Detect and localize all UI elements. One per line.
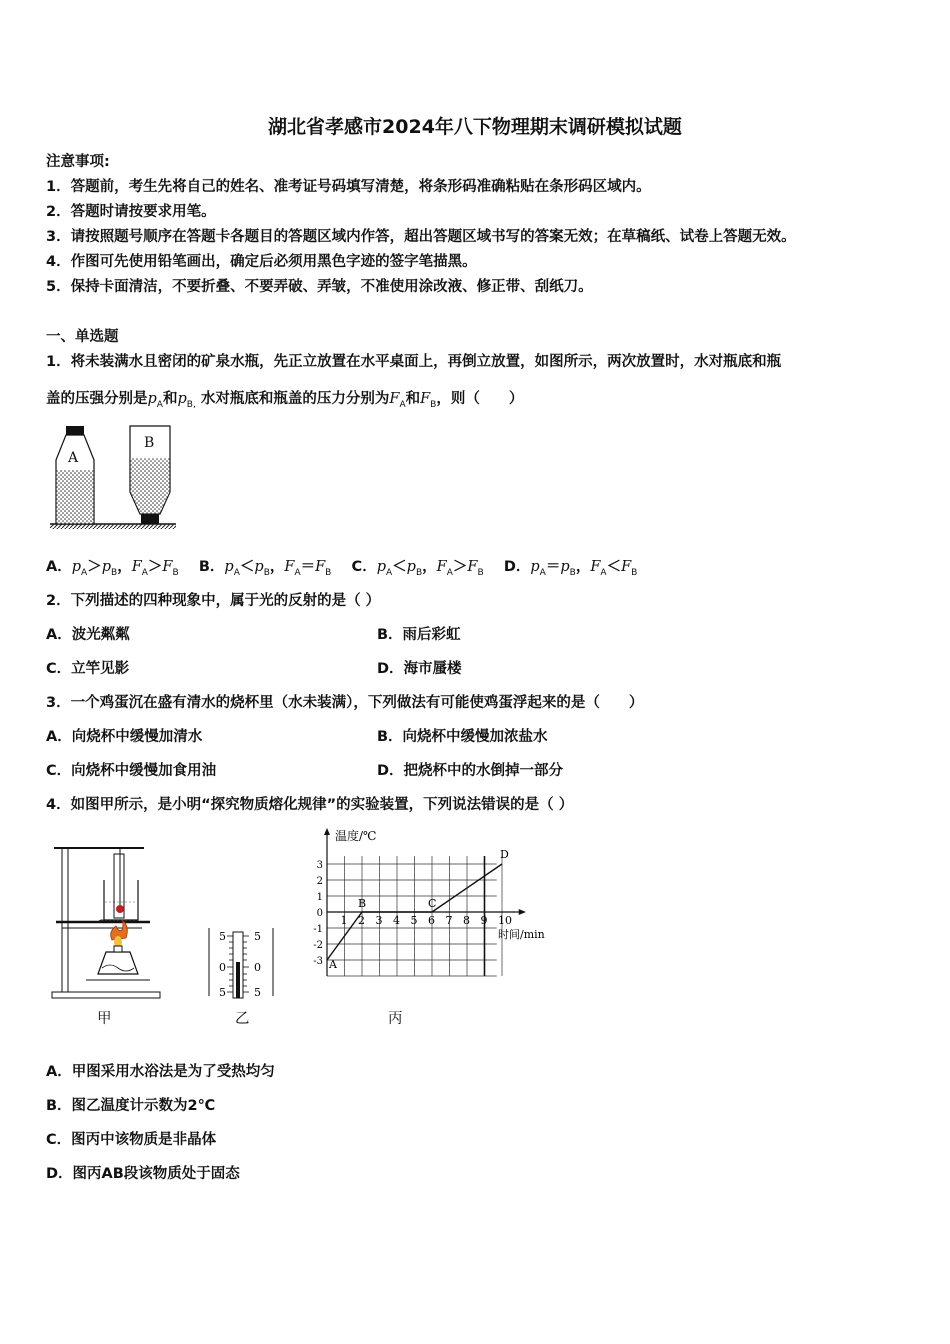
x-tick-label: 5 (410, 914, 418, 927)
bottle-b-cap (141, 514, 159, 524)
y-tick-label: -1 (313, 924, 323, 935)
chart-series (327, 848, 509, 971)
q1-stem-line1: 1．将未装满水且密闭的矿泉水瓶，先正立放置在水平桌面上，再倒立放置，如图所示，两次放置时，水对瓶底和瓶 (46, 354, 782, 370)
x-tick-label: 3 (375, 914, 383, 927)
chart-y-axis-label: 温度/℃ (335, 829, 377, 843)
y-tick-label: 1 (316, 892, 323, 903)
q3-stem: 3．一个鸡蛋沉在盛有清水的烧杯里（水未装满），下列做法有可能使鸡蛋浮起来的是（ ） (46, 695, 644, 711)
q3-option-b[interactable]: B．向烧杯中缓慢加浓盐水 (377, 729, 548, 745)
section-heading: 一、单选题 (46, 329, 119, 345)
notice-item-4: 4．作图可先使用铅笔画出，确定后必须用黑色字迹的签字笔描黑。 (46, 254, 477, 270)
q4-option-a[interactable]: A．甲图采用水浴法是为了受热均匀 (46, 1064, 275, 1080)
q4-thermometer-figure (206, 922, 276, 1002)
q2-option-c[interactable]: C．立竿见影 (46, 661, 130, 677)
bottle-a-label: A (68, 450, 79, 466)
q2-stem: 2．下列描述的四种现象中，属于光的反射的是（ ） (46, 593, 381, 609)
q1-bottles-figure (46, 420, 181, 530)
y-tick-label: 3 (316, 860, 323, 871)
notice-heading: 注意事项: (46, 154, 110, 170)
y-tick-label: 0 (316, 908, 323, 919)
chart-axes (324, 828, 526, 976)
y-tick-label: 2 (316, 876, 323, 887)
q4-stem: 4．如图甲所示，是小明“探究物质熔化规律”的实验装置，下列说法错误的是（ ） (46, 797, 574, 813)
point-label: B (358, 897, 367, 910)
q2-option-d[interactable]: D．海市蜃楼 (377, 661, 462, 677)
q4-option-c[interactable]: C．图丙中该物质是非晶体 (46, 1132, 217, 1148)
x-tick-label: 9 (480, 914, 488, 927)
fig-label-yi: 乙 (235, 1011, 250, 1027)
thermo-tick-right-top: 5 (254, 930, 261, 943)
x-tick-label: 8 (463, 914, 470, 927)
point-label: A (329, 958, 337, 971)
y-tick-label: -3 (313, 956, 323, 967)
x-tick-label: 2 (358, 914, 365, 927)
notice-item-2: 2．答题时请按要求用笔。 (46, 204, 216, 220)
bottle-b-label: B (144, 435, 155, 451)
q2-option-b[interactable]: B．雨后彩虹 (377, 627, 461, 643)
chart-ticks (313, 860, 512, 967)
q1-options: A．$p_A>p_B$，$F_A>F_B$ B．$p_A<p_B$，$F_A=F_B$ C．$p_A<p_B$，$F_A>F_B$ D．$p_A=p_B$，$F_A<F_B$ (46, 559, 638, 578)
page-title: 湖北省孝感市2024年八下物理期末调研模拟试题 (268, 116, 682, 138)
thermo-tick-left-bottom: 5 (219, 986, 226, 999)
y-tick-label: -2 (313, 940, 323, 951)
q3-option-a[interactable]: A．向烧杯中缓慢加清水 (46, 729, 203, 745)
thermo-tick-left-mid: 0 (219, 961, 226, 974)
notice-item-5: 5．保持卡面清洁，不要折叠、不要弄破、弄皱，不准使用涂改液、修正带、刮纸刀。 (46, 279, 593, 295)
chart-x-axis-label: 时间/min (498, 928, 545, 941)
q3-option-d[interactable]: D．把烧杯中的水倒掉一部分 (377, 763, 564, 779)
thermo-tick-left-top: 5 (219, 930, 226, 943)
y-axis-arrow (324, 828, 330, 835)
q1-stem-line2: 盖的压强分别是$p_A$和$p_{B,}$ 水对瓶底和瓶盖的压力分别为$F_A$和$F_B$，则（ ） (46, 391, 524, 410)
x-tick-label: 7 (445, 914, 453, 927)
x-tick-label: 4 (393, 914, 400, 927)
q4-temperature-chart (300, 822, 580, 982)
x-tick-label: 6 (428, 914, 435, 927)
bottle-a-cap (66, 426, 84, 435)
fig-label-bing: 丙 (388, 1011, 403, 1027)
x-tick-label: 1 (340, 914, 348, 927)
q4-option-b[interactable]: B．图乙温度计示数为2℃ (46, 1098, 216, 1114)
x-axis-arrow (519, 909, 526, 915)
point-label: C (428, 897, 437, 910)
q4-option-d[interactable]: D．图丙AB段该物质处于固态 (46, 1166, 240, 1182)
q3-option-c[interactable]: C．向烧杯中缓慢加食用油 (46, 763, 217, 779)
q2-option-a[interactable]: A．波光粼粼 (46, 627, 130, 643)
q4-apparatus-figure (46, 840, 166, 1000)
notice-item-3: 3．请按照题号顺序在答题卡各题目的答题区域内作答，超出答题区域书写的答案无效；在草稿纸、试卷上答题无效。 (46, 229, 796, 245)
notice-item-1: 1．答题前，考生先将自己的姓名、准考证号码填写清楚，将条形码准确粘贴在条形码区域内。 (46, 179, 651, 195)
point-label: D (500, 848, 509, 861)
x-tick-label: 10 (498, 914, 512, 927)
fig-label-jia: 甲 (97, 1011, 112, 1027)
thermo-tick-right-mid: 0 (254, 961, 261, 974)
thermometer-liquid (236, 962, 240, 998)
thermo-tick-right-bottom: 5 (254, 986, 261, 999)
